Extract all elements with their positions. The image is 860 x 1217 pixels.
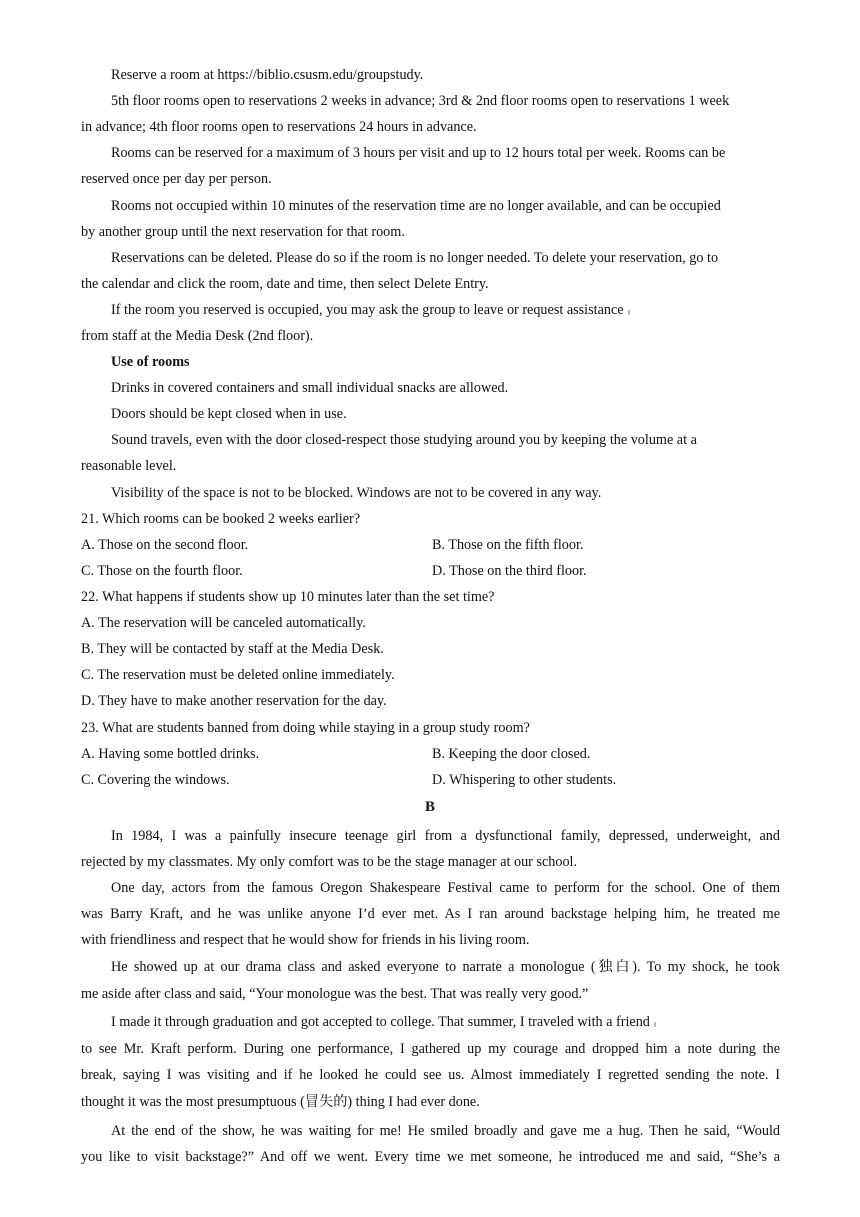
- line-marker: [628, 310, 630, 315]
- use-rule-line: Sound travels, even with the door closed-respect those studying around you by keeping the volume at a: [111, 432, 697, 448]
- passage-b-line: you like to visit backstage?” And off we went. Every time we met someone, he introduced me and said, “She’s a: [81, 1149, 780, 1165]
- option-23-c: C. Covering the windows.: [81, 772, 230, 788]
- use-rule-line: reasonable level.: [81, 458, 177, 474]
- unoccupied-rule-line: by another group until the next reservation for that room.: [81, 224, 405, 240]
- question-22: 22. What happens if students show up 10 minutes later than the set time?: [81, 589, 495, 605]
- use-rule-line: Drinks in covered containers and small individual snacks are allowed.: [111, 380, 509, 396]
- use-rule-line: Doors should be kept closed when in use.: [111, 406, 347, 422]
- delete-rule-line: the calendar and click the room, date and time, then select Delete Entry.: [81, 276, 489, 292]
- use-of-rooms-heading: Use of rooms: [111, 354, 190, 370]
- unoccupied-rule-line: Rooms not occupied within 10 minutes of the reservation time are no longer available, and can be occupied: [111, 198, 721, 214]
- option-23-d: D. Whispering to other students.: [432, 772, 617, 788]
- passage-b-line: In 1984, I was a painfully insecure teenage girl from a dysfunctional family, depressed, underweight, and: [111, 828, 780, 844]
- passage-b-line: to see Mr. Kraft perform. During one performance, I gathered up my courage and dropped him a note during the: [81, 1041, 780, 1057]
- passage-b-line: me aside after class and said, “Your monologue was the best. That was really very good.”: [81, 986, 589, 1002]
- passage-b-text: I made it through graduation and got accepted to college. That summer, I traveled with a friend: [111, 1014, 650, 1030]
- option-22-b: B. They will be contacted by staff at the Media Desk.: [81, 641, 384, 657]
- section-b-title: B: [424, 799, 435, 815]
- reserve-link-paragraph: Reserve a room at https://biblio.csusm.edu/groupstudy.: [111, 67, 424, 83]
- passage-b-line: thought it was the most presumptuous (冒失的) thing I had ever done.: [81, 1094, 480, 1110]
- floor-rules-line: 5th floor rooms open to reservations 2 weeks in advance; 3rd & 2nd floor rooms open to reservations 1 week: [111, 93, 730, 109]
- delete-rule-line: Reservations can be deleted. Please do so if the room is no longer needed. To delete your reservation, go to: [111, 250, 719, 266]
- passage-b-line: One day, actors from the famous Oregon Shakespeare Festival came to perform for the school. One of them: [111, 880, 780, 896]
- passage-b-line: rejected by my classmates. My only comfort was to be the stage manager at our school.: [81, 854, 578, 870]
- passage-b-line: break, saying I was visiting and if he looked he could see us. Almost immediately I regretted sending the note. I: [81, 1067, 780, 1083]
- line-marker: [654, 1022, 656, 1027]
- passage-b-line: was Barry Kraft, and he was unlike anyone I’d ever met. As I ran around backstage helping him, he treated me: [81, 906, 780, 922]
- passage-b-line: with friendliness and respect that he would show for friends in his living room.: [81, 932, 530, 948]
- passage-b-line: At the end of the show, he was waiting for me! He smiled broadly and gave me a hug. Then he said, “Would: [111, 1123, 780, 1139]
- occupied-rule-line: [111, 301, 811, 319]
- option-21-b: B. Those on the fifth floor.: [432, 537, 584, 553]
- question-21: 21. Which rooms can be booked 2 weeks earlier?: [81, 511, 361, 527]
- option-21-d: D. Those on the third floor.: [432, 563, 587, 579]
- use-rule-line: Visibility of the space is not to be blocked. Windows are not to be covered in any way.: [111, 485, 602, 501]
- passage-b-line: [111, 1013, 811, 1031]
- option-21-a: A. Those on the second floor.: [81, 537, 249, 553]
- question-23: 23. What are students banned from doing while staying in a group study room?: [81, 720, 530, 736]
- option-22-c: C. The reservation must be deleted online immediately.: [81, 667, 395, 683]
- option-23-b: B. Keeping the door closed.: [432, 746, 591, 762]
- floor-rules-line: in advance; 4th floor rooms open to reservations 24 hours in advance.: [81, 119, 477, 135]
- time-limit-line: reserved once per day per person.: [81, 171, 272, 187]
- passage-b-line: He showed up at our drama class and asked everyone to narrate a monologue (独白). To my shock, he took: [111, 959, 780, 975]
- occupied-rule-line: from staff at the Media Desk (2nd floor).: [81, 328, 314, 344]
- option-21-c: C. Those on the fourth floor.: [81, 563, 243, 579]
- time-limit-line: Rooms can be reserved for a maximum of 3 hours per visit and up to 12 hours total per week. Rooms can be: [111, 145, 726, 161]
- option-22-a: A. The reservation will be canceled automatically.: [81, 615, 366, 631]
- option-23-a: A. Having some bottled drinks.: [81, 746, 260, 762]
- occupied-rule-text: If the room you reserved is occupied, you may ask the group to leave or request assistance: [111, 302, 624, 318]
- option-22-d: D. They have to make another reservation for the day.: [81, 693, 387, 709]
